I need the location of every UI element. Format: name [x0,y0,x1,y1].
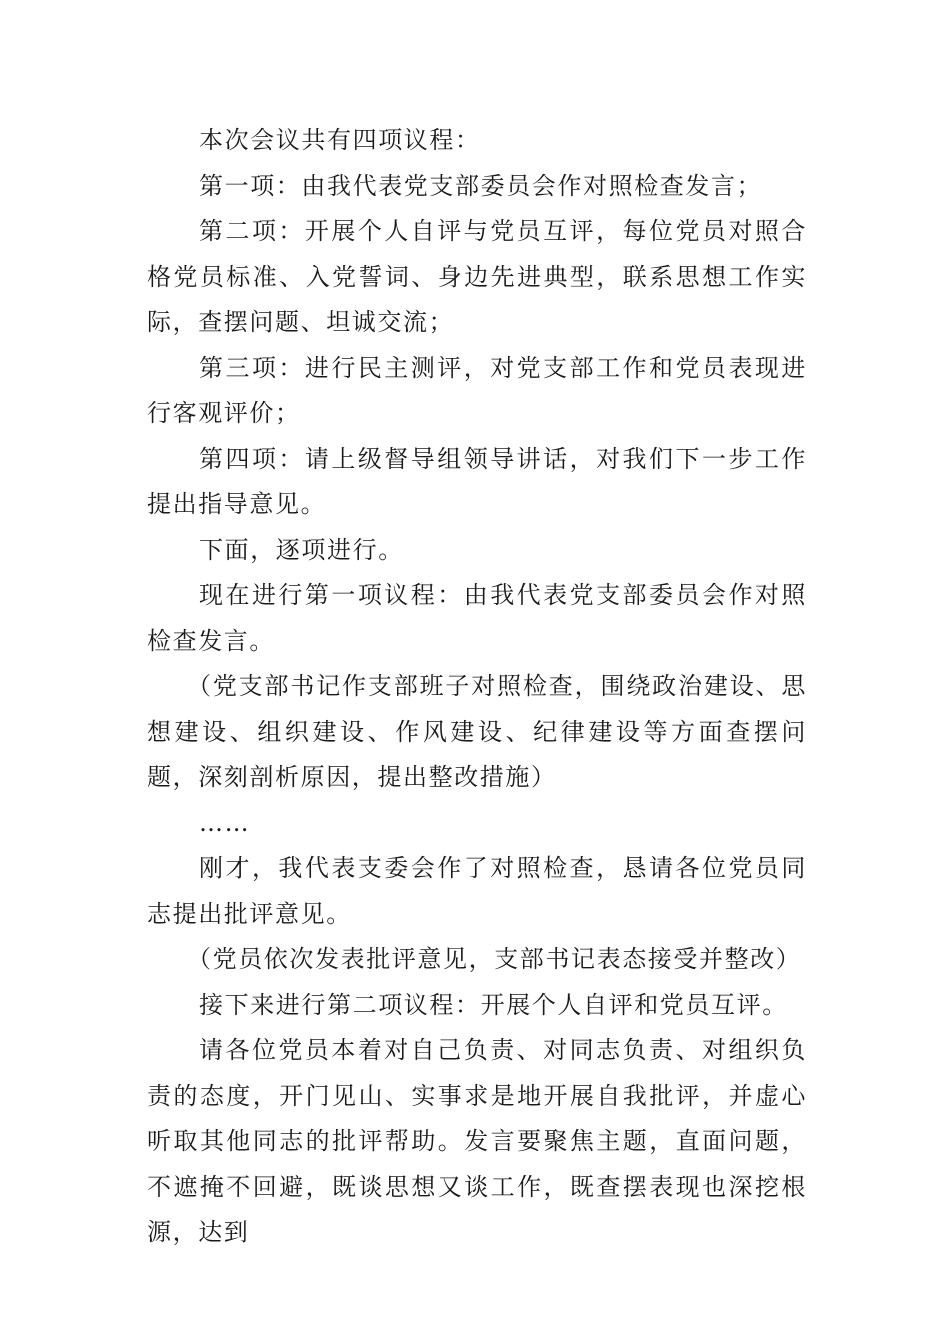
agenda-item-3: 第三项：进行民主测评，对党支部工作和党员表现进行客观评价； [147,353,807,427]
agenda-item-4: 第四项：请上级督导组领导讲话，对我们下一步工作提出指导意见。 [147,444,807,518]
agenda-item-1: 第一项：由我代表党支部委员会作对照检查发言； [199,171,763,200]
agenda-intro: 本次会议共有四项议程： [199,126,481,154]
self-criticism-instructions: 请各位党员本着对自己负责、对同志负责、对组织负责的态度，开门见山、实事求是地开展自我批评，并虚心听取其他同志的批评帮助。发言要聚焦主题，直面问题，不遮掩不回避，既谈思想又谈工作，既查摆表现也深挖根源，达到 [147,1036,807,1246]
second-item-announcement: 接下来进行第二项议程：开展个人自评和党员互评。 [199,990,788,1019]
stage-note-member-criticism: （党员依次发表批评意见，支部书记表态接受并整改） [187,945,802,973]
document-body [147,118,807,1256]
stage-note-secretary-review: （党支部书记作支部班子对照检查，围绕政治建设、思想建设、组织建设、作风建设、纪律建设等方面查摆问题，深刻剖析原因，提出整改措施） [147,672,807,791]
ellipsis: …… [199,808,251,837]
agenda-item-2: 第二项：开展个人自评与党员互评，每位党员对照合格党员标准、入党誓词、身边先进典型，联系思想工作实际，查摆问题、坦诚交流； [147,217,807,336]
request-criticism: 刚才，我代表支委会作了对照检查，恳请各位党员同志提出批评意见。 [147,854,807,928]
first-item-announcement: 现在进行第一项议程：由我代表党支部委员会作对照检查发言。 [147,581,807,655]
proceed-statement: 下面，逐项进行。 [199,535,404,564]
